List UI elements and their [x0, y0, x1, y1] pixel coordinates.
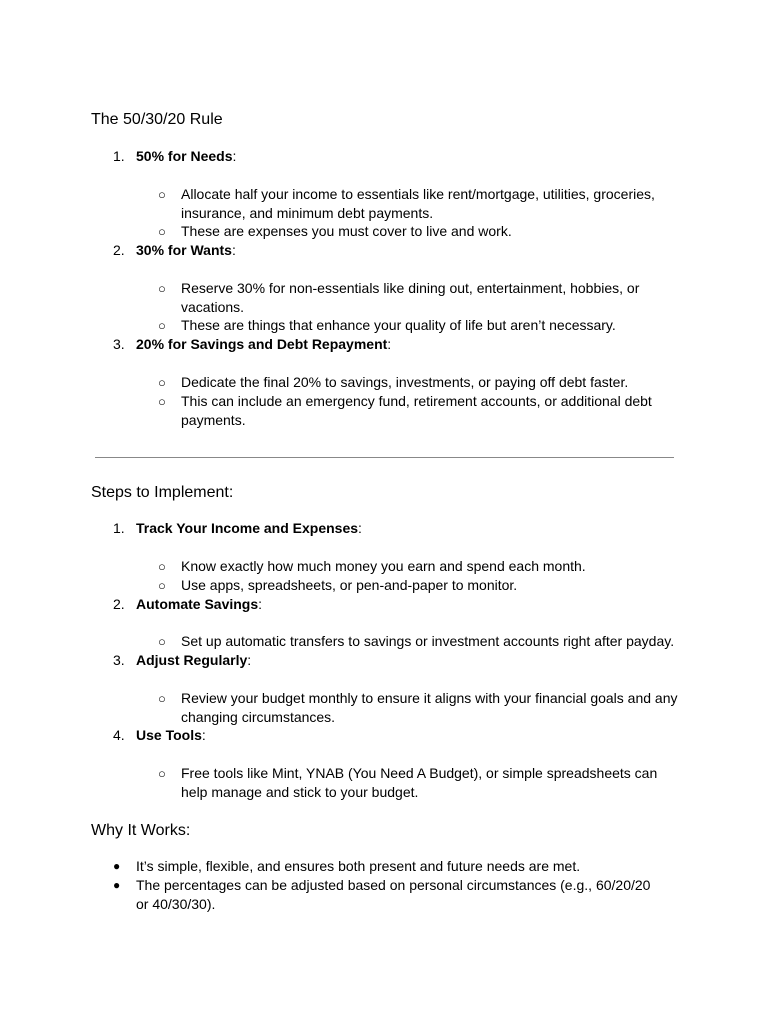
filled-bullet-icon: ●: [113, 859, 121, 873]
hollow-bullet-icon: ○: [158, 634, 166, 649]
hollow-bullet-icon: ○: [158, 281, 166, 296]
section-heading-rule: The 50/30/20 Rule: [91, 111, 223, 128]
list-subitem: Review your budget monthly to ensure it aligns with your financial goals and any changing circumstances.: [181, 690, 678, 725]
bold-label: Adjust Regularly: [136, 652, 248, 668]
hollow-bullet-icon: ○: [158, 691, 166, 706]
hollow-bullet-icon: ○: [158, 375, 166, 390]
hollow-bullet-icon: ○: [158, 224, 166, 239]
list-subitem: Allocate half your income to essentials like rent/mortgage, utilities, groceries, insurance, and minimum debt payments.: [181, 186, 655, 221]
bold-label: Use Tools: [136, 727, 202, 743]
label-suffix: :: [232, 148, 237, 164]
list-number: 1.: [113, 148, 125, 164]
label-suffix: :: [387, 336, 392, 352]
label-suffix: :: [358, 520, 362, 536]
bold-label: 30% for Wants: [136, 242, 232, 258]
list-number: 3.: [113, 336, 125, 352]
list-item-label: [136, 595, 262, 614]
list-subitem: This can include an emergency fund, retirement accounts, or additional debt payments.: [181, 393, 652, 428]
list-subitem: Set up automatic transfers to savings or investment accounts right after payday.: [181, 633, 675, 649]
bullet-item: The percentages can be adjusted based on personal circumstances (e.g., 60/20/20 or 40/30/30).: [136, 877, 651, 912]
list-subitem: These are things that enhance your quality of life but aren’t necessary.: [181, 317, 616, 333]
list-subitem: Reserve 30% for non-essentials like dining out, entertainment, hobbies, or vacations.: [181, 280, 640, 315]
filled-bullet-icon: ●: [113, 878, 121, 892]
bullet-item: It’s simple, flexible, and ensures both present and future needs are met.: [136, 858, 581, 874]
list-item-label: [136, 726, 206, 745]
label-suffix: :: [258, 596, 263, 612]
hollow-bullet-icon: ○: [158, 559, 166, 574]
label-suffix: :: [247, 652, 252, 668]
list-subitem: Know exactly how much money you earn and spend each month.: [181, 558, 586, 574]
label-suffix: :: [201, 727, 206, 743]
list-item-label: [136, 519, 362, 538]
section-heading-why: Why It Works:: [91, 822, 191, 839]
list-number: 3.: [113, 652, 125, 668]
bold-label: 50% for Needs: [136, 148, 233, 164]
list-item-label: [136, 335, 391, 354]
list-subitem: Use apps, spreadsheets, or pen-and-paper to monitor.: [181, 577, 518, 593]
list-number: 4.: [113, 727, 125, 743]
list-subitem: Dedicate the final 20% to savings, investments, or paying off debt faster.: [181, 374, 629, 390]
list-item-label: [136, 241, 236, 260]
list-subitem: Free tools like Mint, YNAB (You Need A Budget), or simple spreadsheets can help manage and stick to your budget.: [181, 765, 658, 800]
label-suffix: :: [231, 242, 236, 258]
hollow-bullet-icon: ○: [158, 766, 166, 781]
hollow-bullet-icon: ○: [158, 187, 166, 202]
list-number: 2.: [113, 596, 125, 612]
hollow-bullet-icon: ○: [158, 394, 166, 409]
bold-label: 20% for Savings and Debt Repayment: [136, 336, 388, 352]
hollow-bullet-icon: ○: [158, 578, 166, 593]
section-heading-steps: Steps to Implement:: [91, 484, 234, 501]
horizontal-divider: [95, 457, 674, 458]
bold-label: Track Your Income and Expenses: [136, 520, 359, 536]
list-number: 1.: [113, 520, 125, 536]
hollow-bullet-icon: ○: [158, 318, 166, 333]
list-subitem: These are expenses you must cover to live and work.: [181, 223, 512, 239]
list-item-label: [136, 651, 251, 670]
list-item-label: [136, 147, 236, 166]
list-number: 2.: [113, 242, 125, 258]
bold-label: Automate Savings: [136, 596, 259, 612]
